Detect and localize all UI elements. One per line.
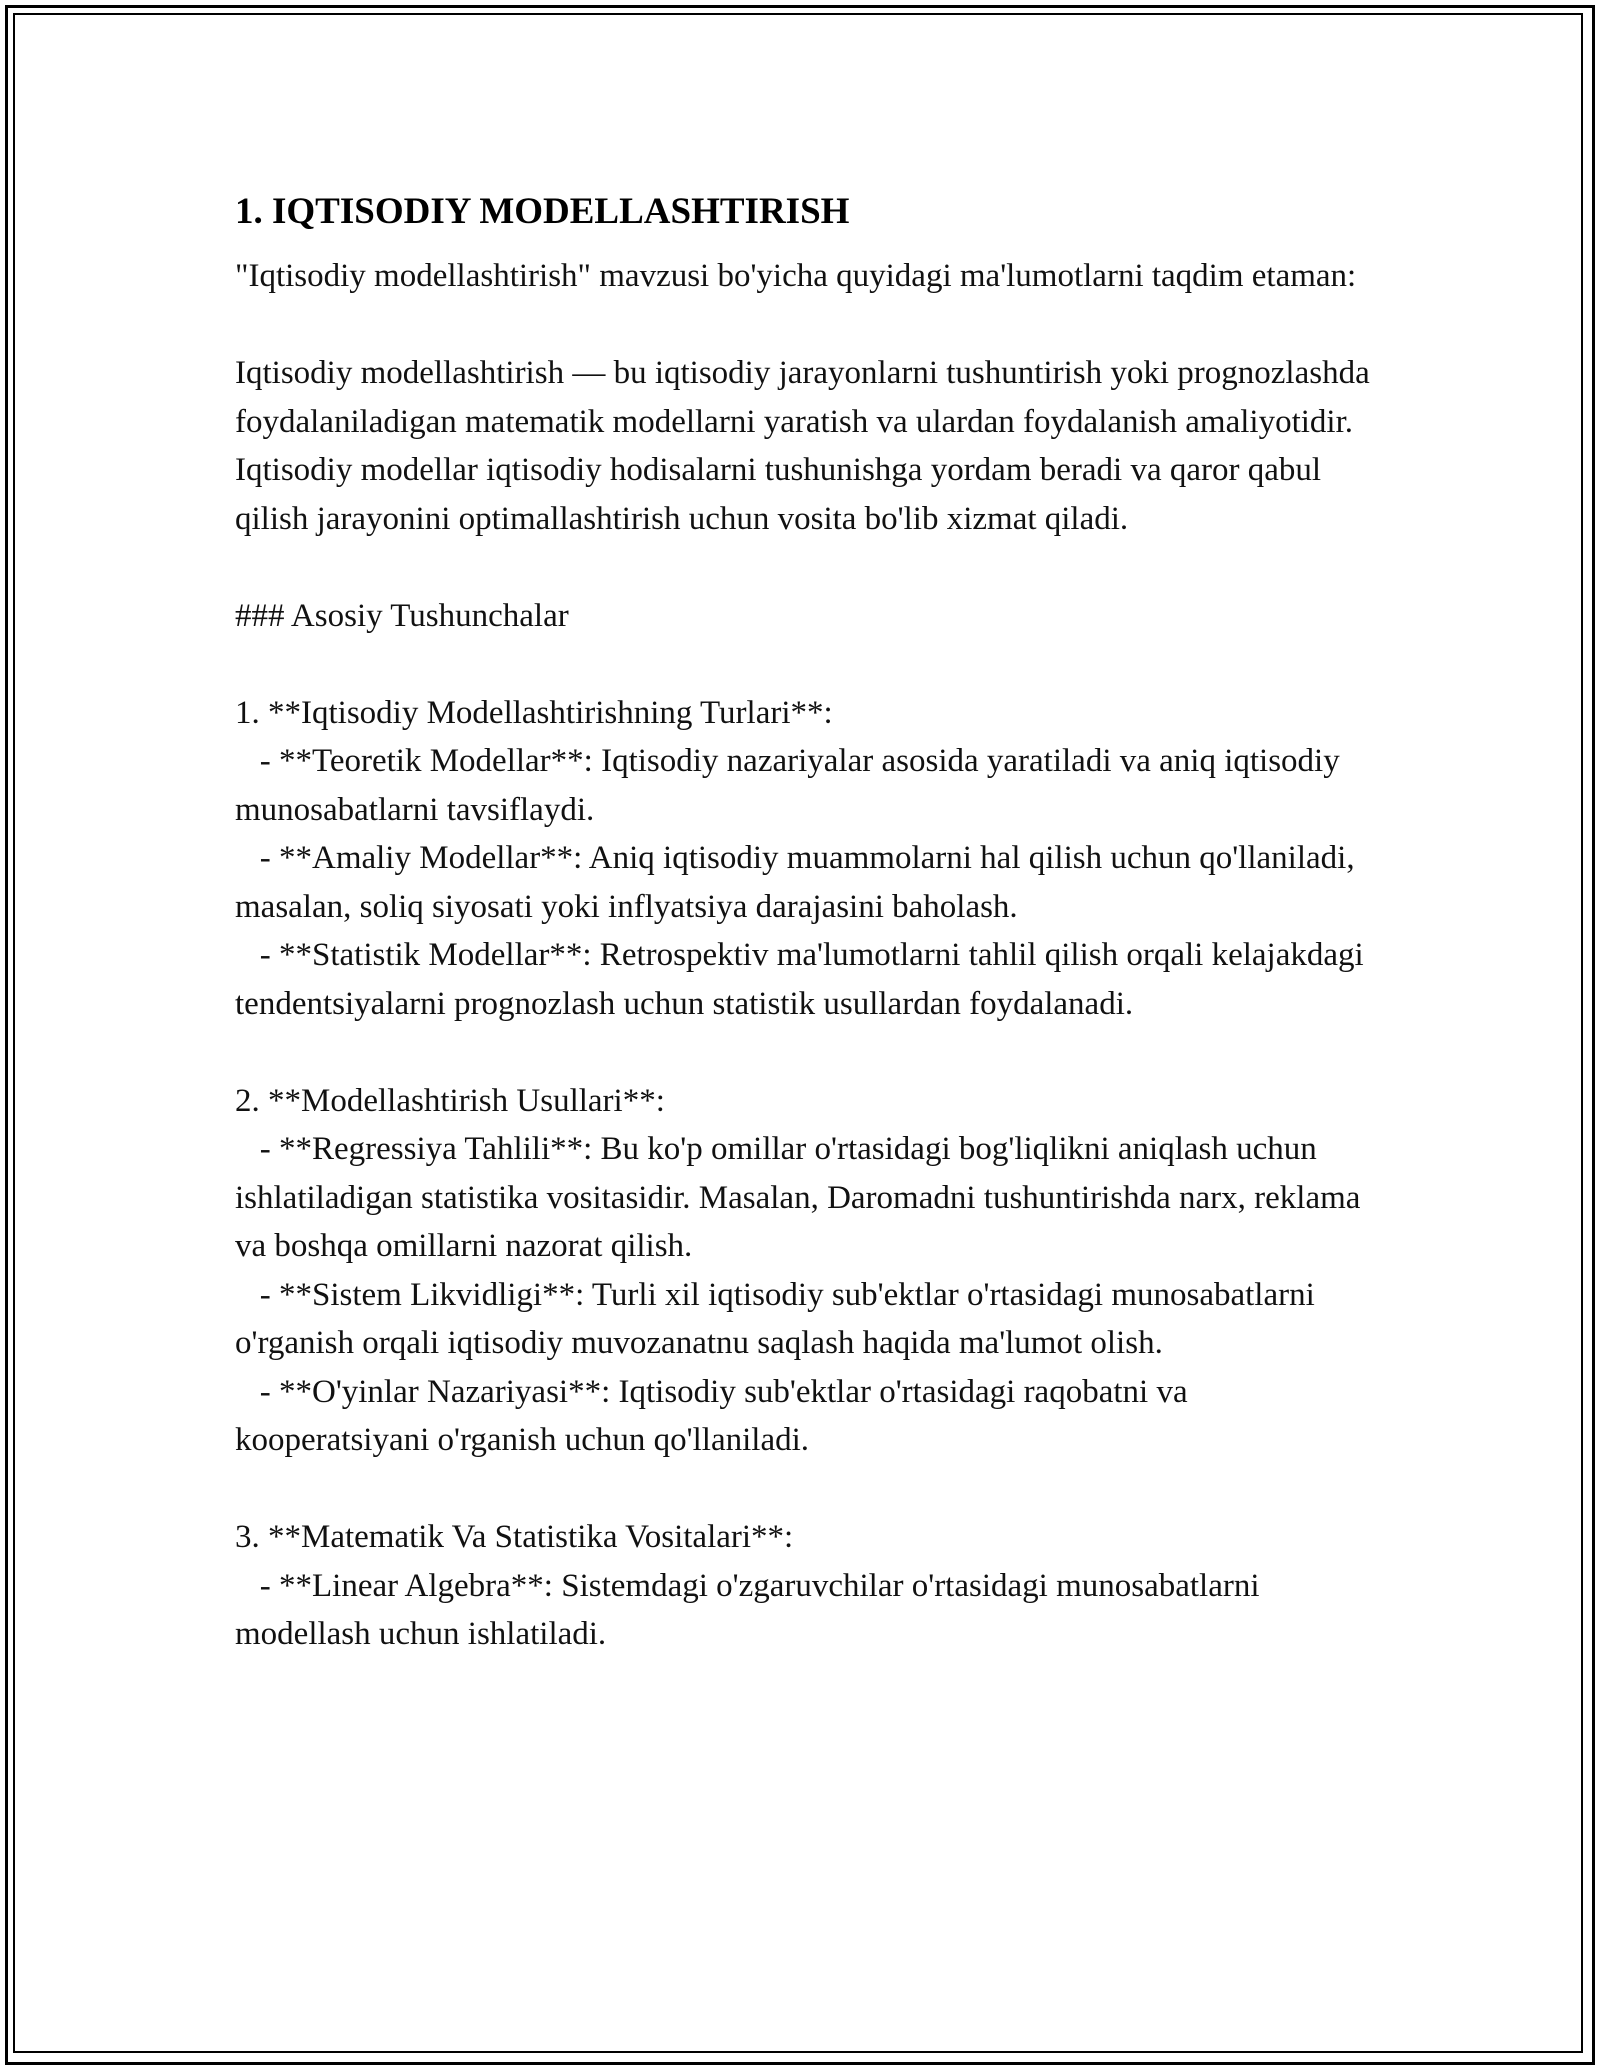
section-1: [235, 689, 1380, 1029]
list-item: - **Regressiya Tahlili**: Bu ko'p omillar o'rtasidagi bog'liqlikni aniqlash uchun ishlatiladigan statistika vositasidir. Masalan, Daromadni tushuntirishda narx, reklama va boshqa omillarni nazorat qilish.: [235, 1131, 1369, 1264]
list-item: - **Linear Algebra**: Sistemdagi o'zgaruvchilar o'rtasidagi munosabatlarni modellash uchun ishlatiladi.: [235, 1567, 1268, 1652]
spacer: [235, 1465, 1380, 1514]
spacer: [235, 1028, 1380, 1077]
intro-paragraph: "Iqtisodiy modellashtirish" mavzusi bo'yicha quyidagi ma'lumotlarni taqdim etaman:: [235, 258, 1357, 294]
spacer: [235, 543, 1380, 592]
section-2: [235, 1077, 1380, 1465]
document-title: 1. IQTISODIY MODELLASHTIRISH: [235, 191, 850, 232]
section-2-heading: 2. **Modellashtirish Usullari**:: [235, 1082, 665, 1119]
list-item: - **O'yinlar Nazariyasi**: Iqtisodiy sub'ektlar o'rtasidagi raqobatni va kooperatsiyani o'rganish uchun qo'llaniladi.: [235, 1373, 1196, 1458]
definition-paragraph: Iqtisodiy modellashtirish — bu iqtisodiy jarayonlarni tushuntirish yoki prognozlashda foydalaniladigan matematik modellarni yaratish va ulardan foydalanish amaliyotidir. Iqtisodiy modellar iqtisodiy hodisalarni tushunishga yordam beradi va qaror qabul qilish jarayonini optimallashtirish uchun vosita bo'lib xizmat qiladi.: [235, 355, 1378, 537]
document-body: [235, 188, 1380, 1659]
list-item: - **Amaliy Modellar**: Aniq iqtisodiy muammolarni hal qilish uchun qo'llaniladi, masalan, soliq siyosati yoki inflyatsiya darajasini baholash.: [235, 840, 1363, 925]
list-item: - **Teoretik Modellar**: Iqtisodiy nazariyalar asosida yaratiladi va aniq iqtisodiy munosabatlarni tavsiflaydi.: [235, 743, 1348, 828]
spacer: [235, 640, 1380, 689]
section-heading: ### Asosiy Tushunchalar: [235, 597, 569, 634]
section-3-heading: 3. **Matematik Va Statistika Vositalari**:: [235, 1519, 794, 1555]
section-3: [235, 1513, 1380, 1659]
list-item: - **Statistik Modellar**: Retrospektiv ma'lumotlarni tahlil qilish orqali kelajakdagi tendentsiyalarni prognozlash uchun statistik usullardan foydalanadi.: [235, 937, 1372, 1022]
list-item: - **Sistem Likvidligi**: Turli xil iqtisodiy sub'ektlar o'rtasidagi munosabatlarni o'rganish orqali iqtisodiy muvozanatnu saqlash haqida ma'lumot olish.: [235, 1276, 1324, 1361]
spacer: [235, 301, 1380, 350]
section-1-heading: 1. **Iqtisodiy Modellashtirishning Turlari**:: [235, 694, 833, 731]
